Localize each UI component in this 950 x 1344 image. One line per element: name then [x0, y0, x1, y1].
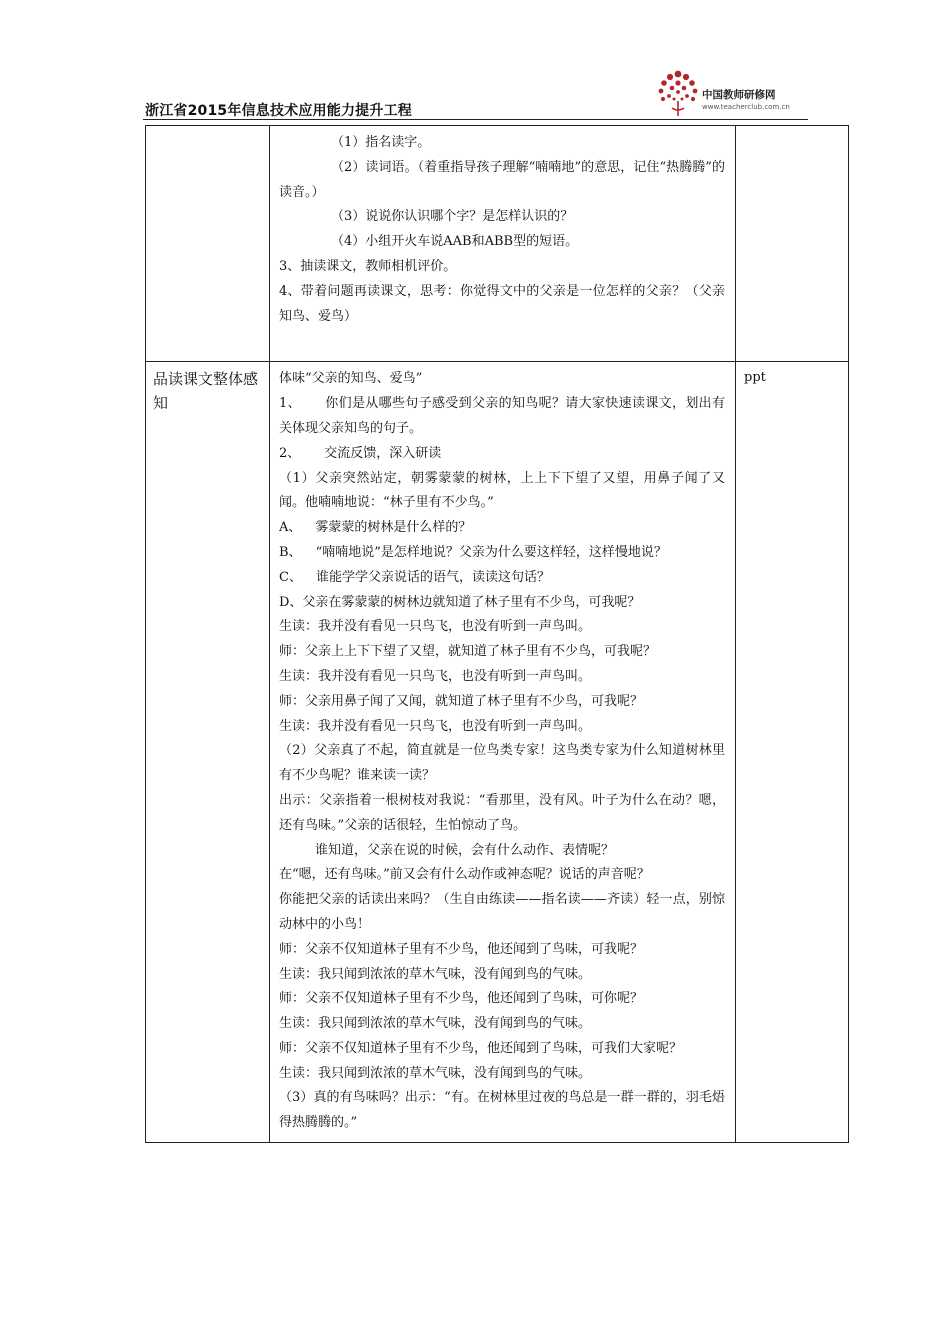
process-cell: [270, 126, 736, 362]
item-number: A、: [279, 520, 302, 536]
process-line: 生读：我并没有看见一只鸟飞，也没有听到一声鸟叫。: [279, 718, 592, 734]
process-line: 生读：我只闻到浓浓的草木气味，没有闻到鸟的气味。: [279, 966, 592, 982]
section-cell: 品读课文整体感知: [146, 362, 270, 1143]
process-cell: [270, 362, 736, 1143]
logo-name: 中国教师研修网: [702, 89, 776, 101]
process-line: 谁知道，父亲在说的时候，会有什么动作、表情呢？: [315, 842, 615, 858]
process-line: （2）读词语。（着重指导孩子理解“喃喃地”的意思，记住“热腾腾”的读音。）: [279, 159, 725, 200]
process-line: 生读：我并没有看见一只鸟飞，也没有听到一声鸟叫。: [279, 668, 592, 684]
process-line: （3）真的有鸟味吗？出示：“有。在树林里过夜的鸟总是一群一群的，羽毛焐得热腾腾的。”: [279, 1090, 725, 1131]
process-line: 你能把父亲的话读出来吗？（生自由练读——指名读——齐读）轻一点，别惊动林中的小鸟！: [279, 892, 725, 932]
process-line: [279, 392, 725, 442]
process-line: （1）父亲突然站定，朝雾蒙蒙的树林，上上下下望了又望，用鼻子闻了又闻。他喃喃地说：“林子里有不少鸟。”: [279, 470, 725, 511]
table-row: [146, 362, 849, 1143]
item-number: 2、: [279, 445, 301, 461]
process-line: 3、抽读课文，教师相机评价。: [279, 258, 457, 274]
item-number: C、: [279, 569, 302, 585]
resource-cell: ppt: [736, 362, 849, 1143]
process-line: 生读：我只闻到浓浓的草木气味，没有闻到鸟的气味。: [279, 1065, 592, 1081]
item-number: B、: [279, 544, 302, 560]
process-line: [279, 516, 725, 541]
process-line: 体味“父亲的知鸟、爱鸟”: [279, 371, 423, 387]
header-title: 浙江省2015年信息技术应用能力提升工程: [145, 103, 412, 119]
process-line: 师：父亲不仅知道林子里有不少鸟，他还闻到了鸟味，可我们大家呢？: [279, 1040, 683, 1056]
process-line: 4、带着问题再读课文，思考：你觉得文中的父亲是一位怎样的父亲？（父亲知鸟、爱鸟）: [279, 283, 725, 324]
process-line: （1）指名读字。: [331, 135, 431, 150]
process-line: 生读：我并没有看见一只鸟飞，也没有听到一声鸟叫。: [279, 619, 592, 635]
item-text: 交流反馈，深入研读: [324, 445, 442, 461]
item-text: 谁能学学父亲说话的语气，读读这句话？: [315, 569, 550, 585]
process-line: 师：父亲不仅知道林子里有不少鸟，他还闻到了鸟味，可我呢？: [279, 941, 644, 957]
teacherclub-logo: [655, 68, 805, 120]
process-line: [279, 442, 725, 467]
process-line: 师：父亲上上下下望了又望，就知道了林子里有不少鸟，可我呢？: [279, 644, 657, 660]
process-line: 师：父亲用鼻子闻了又闻，就知道了林子里有不少鸟，可我呢？: [279, 693, 644, 709]
flower-logo-icon: [655, 68, 701, 120]
section-cell: [146, 126, 270, 362]
resource-cell: [736, 126, 849, 362]
process-line: [279, 541, 725, 566]
process-line: 出示：父亲指着一根树枝对我说：“看那里，没有风。叶子为什么在动？嗯，还有鸟味。”父亲的话很轻，生怕惊动了鸟。: [279, 792, 725, 833]
process-line: [279, 566, 725, 591]
process-line: 师：父亲不仅知道林子里有不少鸟，他还闻到了鸟味，可你呢？: [279, 991, 644, 1007]
item-text: 雾蒙蒙的树林是什么样的？: [315, 520, 472, 536]
item-number: 1、: [279, 396, 301, 412]
header-divider: [143, 119, 808, 120]
table-row: [146, 126, 849, 362]
process-line: 生读：我只闻到浓浓的草木气味，没有闻到鸟的气味。: [279, 1016, 592, 1032]
process-line: （4）小组开火车说AAB和ABB型的短语。: [331, 234, 579, 250]
process-line: （3）说说你认识哪个字？是怎样认识的？: [331, 209, 574, 225]
process-line: D、父亲在雾蒙蒙的树林边就知道了林子里有不少鸟，可我呢？: [279, 594, 641, 610]
logo-url: www.teacherclub.com.cn: [702, 103, 790, 111]
item-text: 你们是从哪些句子感受到父亲的知鸟呢？请大家快速读课文，划出有关体现父亲知鸟的句子。: [279, 396, 725, 436]
item-text: “喃喃地说”是怎样地说？父亲为什么要这样轻，这样慢地说？: [315, 544, 667, 560]
process-line: （2）父亲真了不起，简直就是一位鸟类专家！这鸟类专家为什么知道树林里有不少鸟呢？谁来读一读？: [279, 743, 725, 784]
lesson-plan-table: [145, 125, 849, 1143]
process-line: 在“嗯，还有鸟味。”前又会有什么动作或神态呢？说话的声音呢？: [279, 867, 650, 883]
